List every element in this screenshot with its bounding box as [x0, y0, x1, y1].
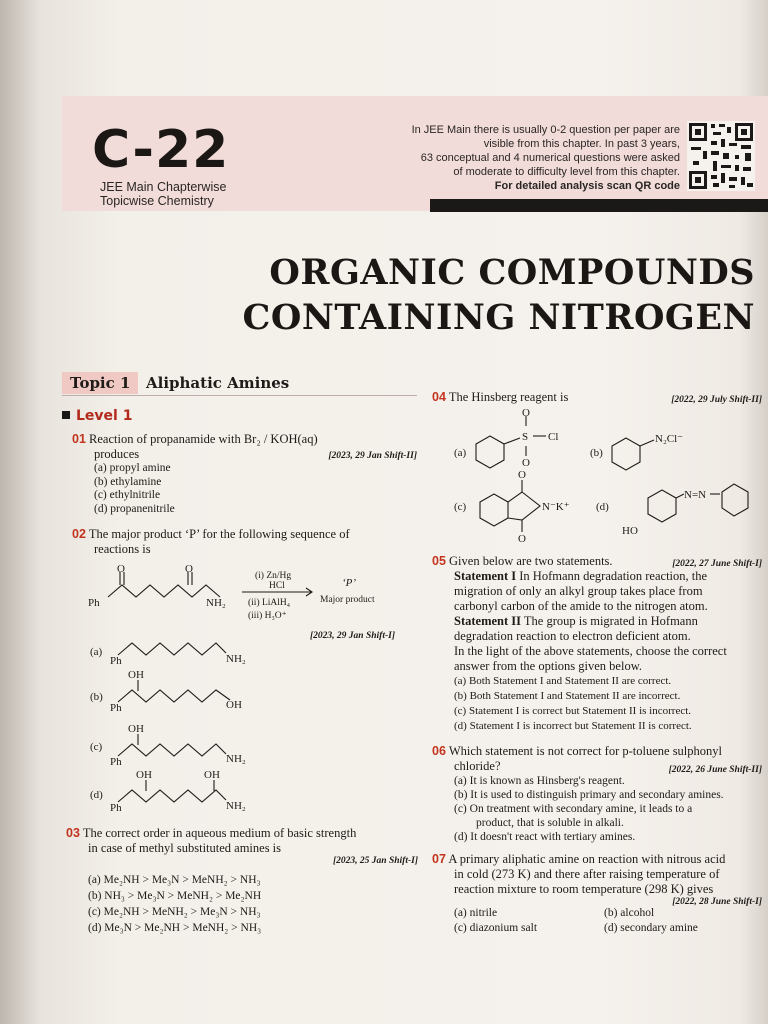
- imide-nk: N⁻K⁺: [542, 501, 570, 513]
- level-heading: [62, 408, 132, 424]
- option-a[interactable]: (a) It is known as Hinsberg's reagent.: [454, 775, 625, 787]
- option-a[interactable]: (a) Both Statement I and Statement II are correct.: [454, 675, 672, 687]
- question-text-2: in cold (273 K) and there after raising temperature of: [454, 867, 720, 881]
- option-d-ph: Ph: [110, 802, 122, 814]
- question-number: 04: [432, 390, 446, 404]
- question-text: The Hinsberg reagent is: [448, 390, 569, 404]
- info-line5: [360, 179, 680, 193]
- option-a-label[interactable]: (a): [90, 646, 103, 658]
- sulfonyl-s: S: [522, 431, 529, 443]
- info-line1: In JEE Main there is usually 0-2 question per paper are: [411, 124, 680, 136]
- info-line5-text: For detailed analysis scan QR code: [494, 180, 680, 192]
- option-d-label[interactable]: (d): [596, 501, 609, 513]
- level-text: Level 1: [76, 408, 133, 424]
- statement-2-line1: The group is migrated in Hofmann: [523, 614, 698, 628]
- option-c[interactable]: (c) On treatment with secondary amine, it leads to a: [454, 803, 693, 815]
- info-line2: visible from this chapter. In past 3 years,: [483, 138, 680, 150]
- sulfonyl-o1: O: [522, 408, 530, 419]
- reagent-1b: HCl: [269, 581, 285, 591]
- question-text: The correct order in aqueous medium of basic strength: [82, 826, 357, 840]
- question-number: 07: [432, 852, 446, 866]
- option-a[interactable]: (a) Me₂NH > Me₃N > MeNH₂ > NH₃: [88, 874, 261, 886]
- option-a-chain: [118, 643, 226, 655]
- statement-1-line2: migration of only an alkyl group takes place from: [454, 584, 703, 598]
- question-source: [2022, 29 July Shift-II]: [671, 395, 762, 405]
- option-c[interactable]: (c) diazonium salt: [454, 922, 538, 934]
- question-source: [2022, 28 June Shift-I]: [672, 897, 762, 907]
- option-c[interactable]: (c) Statement I is correct but Statement II is incorrect.: [454, 705, 692, 717]
- option-d-label[interactable]: (d): [90, 789, 103, 801]
- q02-structures: [80, 560, 420, 830]
- statement-2-line2: degradation reaction to electron deficient atom.: [454, 629, 691, 643]
- imide-o2: O: [518, 533, 526, 543]
- subtitle-line2: Topicwise Chemistry: [100, 194, 214, 208]
- square-bullet-icon: [62, 411, 70, 419]
- reactant-o2: O: [185, 563, 193, 575]
- qr-code-icon[interactable]: [687, 121, 755, 191]
- question-06: [432, 744, 762, 844]
- diazonium-group: N₂Cl⁻: [655, 433, 683, 445]
- question-number: 06: [432, 744, 446, 758]
- statement-1-label: Statement I: [454, 569, 517, 583]
- option-d[interactable]: (d) Me₃N > Me₂NH > MeNH₂ > NH₃: [88, 922, 262, 934]
- option-c[interactable]: (c) ethylnitrile: [94, 489, 161, 501]
- question-source: [2023, 29 Jan Shift-II]: [328, 451, 417, 461]
- question-source: [2022, 26 June Shift-II]: [668, 765, 762, 775]
- option-c[interactable]: (c) Me₂NH > MeNH₂ > Me₃N > NH₃: [88, 906, 261, 918]
- option-c-chain: [118, 744, 226, 756]
- question-source: [2022, 27 June Shift-I]: [672, 559, 762, 569]
- question-number: 02: [72, 527, 86, 541]
- hydroxy-group: HO: [622, 525, 638, 537]
- reactant-nh2: NH₂: [206, 597, 226, 609]
- q04-structures: [440, 408, 762, 543]
- topic-divider: [62, 395, 417, 396]
- option-a-nh2: NH₂: [226, 653, 246, 665]
- question-07: [432, 852, 762, 939]
- topic-title: Aliphatic Amines: [146, 374, 290, 392]
- benzene-ring-a: [476, 436, 504, 468]
- question-03: [66, 826, 418, 936]
- question-number: 03: [66, 826, 80, 840]
- subtitle-line1: JEE Main Chapterwise: [100, 180, 227, 194]
- option-c-label[interactable]: (c): [454, 501, 467, 513]
- option-c-label[interactable]: (c): [90, 741, 103, 753]
- option-a-label[interactable]: (a): [454, 447, 467, 459]
- option-b[interactable]: (b) alcohol: [604, 907, 655, 919]
- option-d[interactable]: (d) secondary amine: [604, 922, 698, 934]
- option-c-continued: product, that is soluble in alkali.: [476, 817, 624, 829]
- option-b-ph: Ph: [110, 702, 122, 714]
- reactant-ph: Ph: [88, 597, 100, 609]
- option-d-oh1: OH: [136, 769, 152, 781]
- azo-group: N=N: [684, 489, 707, 501]
- reactant-chain: [108, 585, 220, 597]
- question-number: 01: [72, 432, 86, 446]
- question-source: [2023, 25 Jan Shift-I]: [333, 856, 418, 866]
- option-b[interactable]: (b) ethylamine: [94, 475, 162, 488]
- imide-o1: O: [518, 469, 526, 481]
- question-text-2: reactions is: [94, 542, 151, 556]
- statement-1-line1: In Hofmann degradation reaction, the: [519, 569, 708, 583]
- question-text-2: chloride?: [454, 759, 501, 773]
- benzene-ring-b: [612, 438, 640, 470]
- option-b-oh1: OH: [128, 669, 144, 681]
- reagent-2: (ii) LiAlH₄: [248, 598, 291, 608]
- question-number: 05: [432, 554, 446, 568]
- topic-label: Topic 1: [62, 372, 138, 394]
- option-c-oh: OH: [128, 723, 144, 735]
- reactant-o1: O: [117, 563, 125, 575]
- jee-info: [360, 123, 680, 193]
- instruction-line2: answer from the options given below.: [454, 659, 643, 673]
- question-text: The major product ‘P’ for the following sequence of: [88, 527, 350, 541]
- option-d-oh2: OH: [204, 769, 220, 781]
- option-c-ph: Ph: [110, 756, 122, 768]
- option-b-label[interactable]: (b): [90, 691, 103, 703]
- question-01: [72, 432, 417, 516]
- statement-1-line3: carbonyl carbon of the amide to the nitrogen atom.: [454, 599, 708, 613]
- option-b-label[interactable]: (b): [590, 447, 603, 459]
- question-text-2: in case of methyl substituted amines is: [88, 841, 282, 855]
- phenol-ring: [648, 490, 676, 522]
- header-black-bar: [430, 199, 768, 212]
- chapter-code: C-22: [92, 120, 230, 180]
- option-d[interactable]: (d) It doesn't react with tertiary amines.: [454, 831, 636, 843]
- option-d[interactable]: (d) propanenitrile: [94, 502, 175, 515]
- question-05: [432, 554, 762, 734]
- reagent-1: (i) Zn/Hg: [255, 571, 292, 581]
- option-b[interactable]: (b) It is used to distinguish primary and secondary amines.: [454, 789, 724, 801]
- chapter-title: [230, 250, 755, 340]
- option-b-oh2: OH: [226, 699, 242, 711]
- sulfonyl-cl: Cl: [548, 431, 559, 443]
- question-text: A primary aliphatic amine on reaction with nitrous acid: [448, 852, 726, 866]
- option-d-chain: [118, 790, 226, 802]
- statement-2-label: Statement II: [454, 614, 522, 628]
- option-d[interactable]: (d) Statement I is incorrect but Statement II is correct.: [454, 720, 692, 732]
- option-c-nh2: NH₂: [226, 753, 246, 765]
- instruction-line1: In the light of the above statements, choose the correct: [454, 644, 727, 658]
- question-text-3: reaction mixture to room temperature (298 K) gives: [454, 882, 714, 896]
- info-line3: 63 conceptual and 4 numerical questions were asked: [420, 152, 680, 164]
- option-a[interactable]: (a) propyl amine: [94, 462, 171, 474]
- product-label: ‘P’: [342, 577, 357, 589]
- phenyl-ring: [722, 484, 748, 516]
- reagent-3: (iii) H₃O⁺: [248, 611, 287, 621]
- question-text-2: produces: [94, 447, 140, 461]
- option-b[interactable]: (b) NH₃ > Me₃N > MeNH₂ > Me₂NH: [88, 890, 262, 902]
- chapter-subtitle: [100, 180, 226, 208]
- sulfonyl-o2: O: [522, 457, 530, 469]
- option-b-chain: [118, 690, 230, 702]
- phthalimide-ring: [480, 494, 508, 526]
- question-text: Reaction of propanamide with Br₂ / KOH(aq): [89, 432, 318, 446]
- title-line1: ORGANIC COMPOUNDS: [269, 252, 755, 293]
- title-line2: CONTAINING NITROGEN: [242, 297, 755, 338]
- question-04: [432, 390, 762, 405]
- question-02: [72, 527, 417, 557]
- question-text: Which statement is not correct for p-toluene sulphonyl: [448, 744, 722, 758]
- product-caption: Major product: [320, 595, 375, 605]
- option-d-nh2: NH₂: [226, 800, 246, 812]
- question-text: Given below are two statements.: [449, 554, 613, 568]
- option-a[interactable]: (a) nitrile: [454, 907, 498, 919]
- option-b[interactable]: (b) Both Statement I and Statement II are incorrect.: [454, 690, 681, 702]
- option-a-ph: Ph: [110, 655, 122, 667]
- question-source: [2023, 29 Jan Shift-I]: [310, 631, 395, 641]
- info-line4: of moderate to difficulty level from this chapter.: [453, 166, 680, 178]
